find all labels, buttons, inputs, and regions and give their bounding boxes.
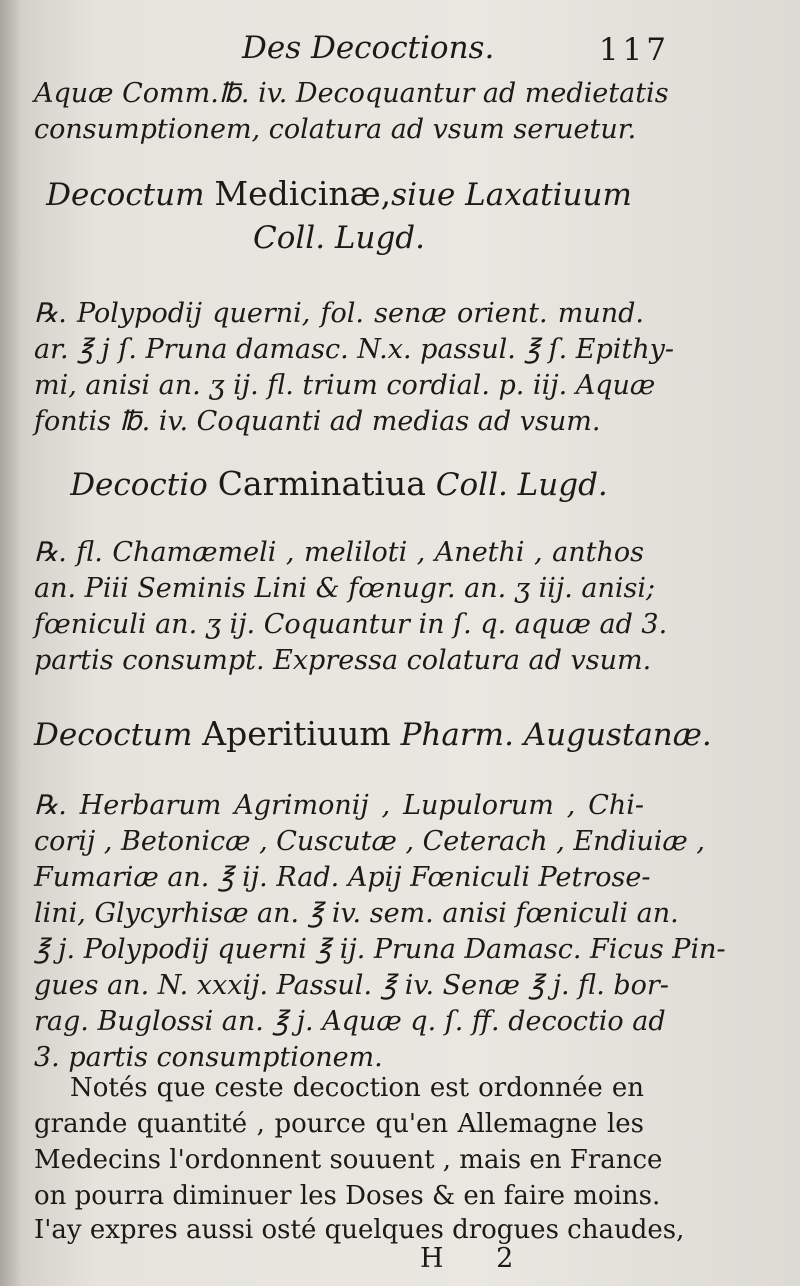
text-line: lini, Glycyrhisæ an. ℥ iv. sem. anisi fœniculi an.: [34, 898, 679, 929]
heading-part: Aperitiuum: [202, 714, 391, 753]
text-line: Notés que ceste decoction est ordonnée en: [70, 1073, 644, 1103]
page-gutter-shadow: [0, 0, 22, 1286]
text-line: Aquæ Comm.℔. iv. Decoquantur ad medietatis: [34, 78, 669, 109]
text-line: Medecins l'ordonnent souuent , mais en France: [34, 1145, 663, 1175]
text-line: ar. ℥ j ſ. Pruna damasc. N.x. passul. ℥ ſ. Epithy-: [34, 334, 674, 365]
heading-subtitle: Coll. Lugd.: [252, 220, 425, 256]
text-line: consumptionem, colatura ad vsum seruetur.: [34, 114, 637, 145]
text-line: grande quantité , pource qu'en Allemagne les: [34, 1109, 644, 1139]
text-line: mi, anisi an. ʒ ij. fl. trium cordial. p. iij. Aquæ: [34, 370, 656, 401]
text-line: ℞. Polypodij querni, fol. senæ orient. mund.: [34, 298, 644, 329]
running-title: Des Decoctions.: [242, 30, 495, 66]
text-line: on pourra diminuer les Doses & en faire moins.: [34, 1181, 661, 1211]
running-header: [0, 30, 800, 80]
heading-part: Pharm. Augustanæ.: [400, 717, 712, 753]
section-heading-decoctum-aperitiuum: [34, 714, 712, 753]
heading-part: Decoctum: [34, 717, 193, 753]
text-line: 3. partis consumptionem.: [34, 1042, 383, 1073]
text-line: partis consumpt. Expressa colatura ad vsum.: [34, 645, 652, 676]
page-number: 117: [598, 32, 670, 68]
text-line: fontis ℔. iv. Coquanti ad medias ad vsum.: [34, 406, 601, 437]
text-line: ℞. Herbarum Agrimonij , Lupulorum , Chi-: [34, 790, 644, 821]
text-line: corij , Betonicæ , Cuscutæ , Ceterach , Endiuiæ ,: [34, 826, 705, 857]
text-line: fœniculi an. ʒ ij. Coquantur in ſ. q. aquæ ad 3.: [34, 609, 668, 640]
text-line: rag. Buglossi an. ℥ j. Aquæ q. ſ. ff. decoctio ad: [34, 1006, 666, 1037]
text-line: an. Piii Seminis Lini & fœnugr. an. ʒ iij. anisi;: [34, 573, 656, 604]
heading-part: siue Laxatiuum: [391, 177, 632, 213]
signature-mark: H 2: [420, 1243, 536, 1274]
heading-part: Decoctum: [46, 177, 205, 213]
heading-part: Carminatiua: [217, 464, 426, 503]
text-line: ℞. fl. Chamæmeli , meliloti , Anethi , anthos: [34, 537, 644, 568]
text-line: ℥ j. Polypodij querni ℥ ij. Pruna Damasc. Ficus Pin-: [34, 934, 726, 965]
section-heading-decoctum-medicinae: [34, 176, 644, 213]
heading-part: Decoctio: [70, 467, 208, 503]
heading-part: Medicinæ,: [214, 174, 392, 213]
text-line: gues an. N. xxxij. Passul. ℥ iv. Senæ ℥ j. fl. bor-: [34, 970, 669, 1001]
heading-part: Coll. Lugd.: [435, 467, 608, 503]
text-line: I'ay expres aussi osté quelques drogues chaudes,: [34, 1215, 685, 1245]
text-line: Fumariæ an. ℥ ij. Rad. Apij Fœniculi Petrose-: [34, 862, 651, 893]
section-heading-decoctio-carminatiua: [34, 466, 644, 503]
